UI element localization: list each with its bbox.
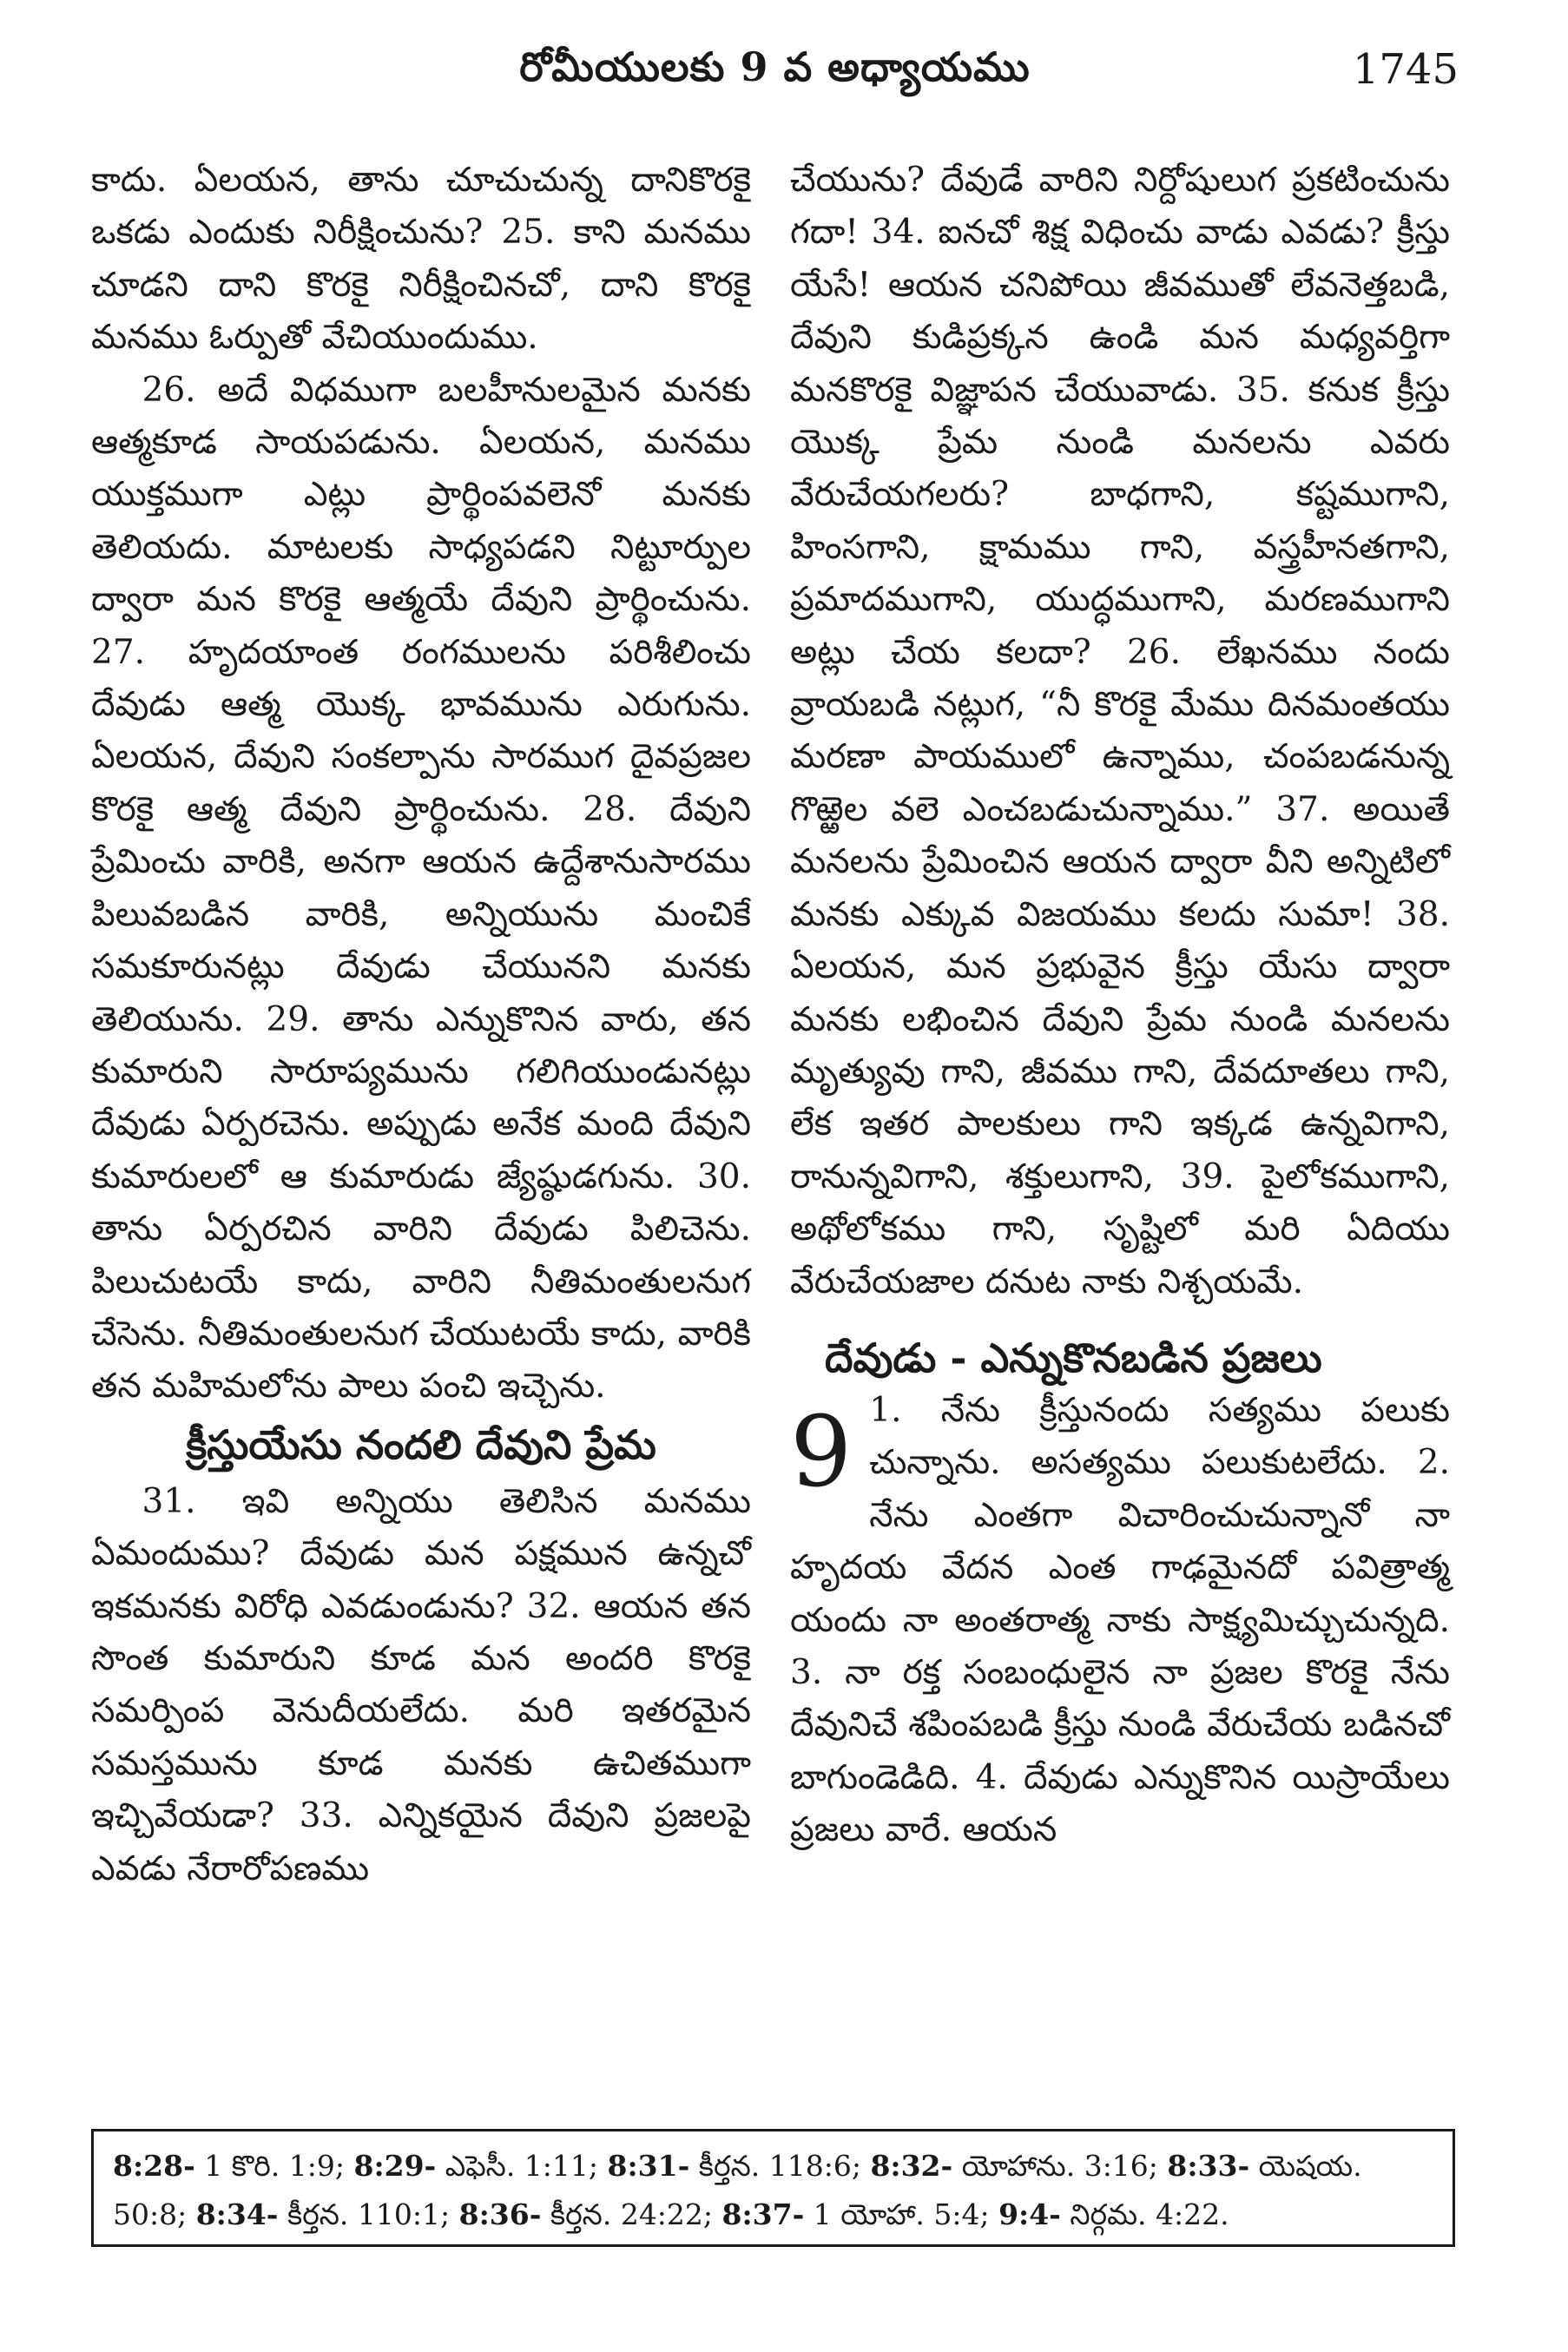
footnote-key: 8:28- xyxy=(113,2149,195,2183)
footnote-key: 8:36- xyxy=(458,2197,542,2231)
footnote-ref xyxy=(113,2149,353,2183)
footnote-key: 8:34- xyxy=(195,2197,279,2231)
footnote-text: కీర్తన. 118:6; xyxy=(689,2149,871,2183)
page-number: 1745 xyxy=(1352,45,1459,94)
footnote-box xyxy=(91,2129,1455,2247)
page-title: రోమీయులకు 9 వ అధ్యాయము xyxy=(519,43,1031,90)
footnote-ref xyxy=(870,2149,1167,2183)
paragraph: కాదు. ఏలయన, తాను చూచుచున్న దానికొరకై ఒకడు ఎందుకు నిరీక్షించును? 25. కాని మనము చూడని దాని కొరకై నిరీక్షించినచో, దాని కొరకై మనము ఓర్పుతో వేచియుందుము. xyxy=(91,161,751,358)
paragraph: 1. నేను క్రీస్తునందు సత్యము పలుకు చున్నాను. అసత్యము పలుకుటలేదు. 2. నేను ఎంతగా విచారించుచున్నానో నా హృదయ వేదన ఎంత గాఢమైనదో పవిత్రాత్మ యందు నా అంతరాత్మ నాకు సాక్ష్యమిచ్చుచున్నది. 3. నా రక్త సంబంధులైన నా ప్రజల కొరకై నేను దేవునిచే శపింపబడి క్రీస్తు నుండి వేరుచేయ బడినచో బాగుండెడిది. 4. దేవుడు ఎన్నుకొనిన యిస్రాయేలు ప్రజలు వారే. ఆయన xyxy=(790,1390,1450,1850)
chapter-number: 9 xyxy=(790,1395,853,1509)
footnote-key: 8:33- xyxy=(1167,2149,1250,2183)
footnote-key: 8:32- xyxy=(870,2149,953,2183)
footnote-text: ఎఫెసీ. 1:11; xyxy=(436,2149,608,2183)
footnote-key: 8:37- xyxy=(721,2197,805,2231)
footnote-text: 1 యోహా. 5:4; xyxy=(804,2197,999,2231)
footnote-ref xyxy=(608,2149,871,2183)
section-heading: క్రీస్తుయేసు నందలి దేవుని ప్రేమ xyxy=(186,1420,656,1468)
footnote-text: కీర్తన. 24:22; xyxy=(541,2197,722,2231)
footnote-key: 9:4- xyxy=(998,2197,1061,2231)
paragraph: చేయును? దేవుడే వారిని నిర్దోషులుగ ప్రకటించును గదా! 34. ఐనచో శిక్ష విధించు వాడు ఎవడు? క్రీస్తు యేసే! ఆయన చనిపోయి జీవముతో లేవనెత్తబడి, దేవుని కుడిప్రక్కన ఉండి మన మధ్యవర్తిగా మనకొరకై విజ్ఞాపన చేయువాడు. 35. కనుక క్రీస్తు యొక్క ప్రేమ నుండి మనలను ఎవరు వేరుచేయగలరు? బాధగాని, కష్టముగాని, హింసగాని, క్షామము గాని, వస్త్రహీనతగాని, ప్రమాదముగాని, యుద్ధముగాని, మరణముగాని అట్లు చేయ కలదా? 26. లేఖనము నందు వ్రాయబడి నట్లుగ, “నీ కొరకై మేము దినమంతయు మరణా పాయములో ఉన్నాము, చంపబడనున్న గొఱ్ఱెల వలె ఎంచబడుచున్నాము.” 37. అయితే మనలను ప్రేమించిన ఆయన ద్వారా వీని అన్నిటిలో మనకు ఎక్కువ విజయము కలదు సుమా! 38. ఏలయన, మన ప్రభువైన క్రీస్తు యేసు ద్వారా మనకు లభించిన దేవుని ప్రేమ నుండి మనలను మృత్యువు గాని, జీవము గాని, దేవదూతలు గాని, లేక ఇతర పాలకులు గాని ఇక్కడ ఉన్నవిగాని, రానున్నవిగాని, శక్తులుగాని, 39. పైలోకముగాని, అథోలోకము గాని, సృష్టిలో మరి ఏదియు వేరుచేయజాల దనుట నాకు నిశ్చయమే. xyxy=(790,161,1450,1301)
chapter-block xyxy=(790,1331,1450,1857)
footnote-text: యోహాను. 3:16; xyxy=(952,2149,1168,2183)
page-header xyxy=(91,35,1459,122)
right-column xyxy=(790,155,1450,1857)
footnote-ref xyxy=(998,2197,1229,2231)
footnote-text: 1 కొరి. 1:9; xyxy=(194,2149,354,2183)
footnote-ref xyxy=(353,2149,607,2183)
paragraph: 26. అదే విధముగా బలహీనులమైన మనకు ఆత్మకూడ సాయపడును. ఏలయన, మనము యుక్తముగా ఎట్లు ప్రార్థింపవలెనో మనకు తెలియదు. మాటలకు సాధ్యపడని నిట్టూర్పుల ద్వారా మన కొరకై ఆత్మయే దేవుని ప్రార్థించును. 27. హృదయాంత రంగములను పరిశీలించు దేవుడు ఆత్మ యొక్క భావమును ఎరుగును. ఏలయన, దేవుని సంకల్పాను సారముగ దైవప్రజల కొరకై ఆత్మ దేవుని ప్రార్థించును. 28. దేవుని ప్రేమించు వారికి, అనగా ఆయన ఉద్దేశానుసారము పిలువబడిన వారికి, అన్నియును మంచికే సమకూరునట్లు దేవుడు చేయునని మనకు తెలియును. 29. తాను ఎన్నుకొనిన వారు, తన కుమారుని సారూప్యమును గలిగియుండునట్లు దేవుడు ఏర్పరచెను. అప్పుడు అనేక మంది దేవుని కుమారులలో ఆ కుమారుడు జ్యేష్ఠుడగును. 30. తాను ఏర్పరచిన వారిని దేవుడు పిలిచెను. పిలుచుటయే కాదు, వారిని నీతిమంతులనుగ చేసెను. నీతిమంతులనుగ చేయుటయే కాదు, వారికి తన మహిమలోను పాలు పంచి ఇచ్చెను. xyxy=(91,370,751,1407)
footnote-ref xyxy=(459,2197,722,2231)
left-column xyxy=(91,155,751,1895)
footnote-key: 8:31- xyxy=(607,2149,690,2183)
footnote-text: కీర్తన. 110:1; xyxy=(278,2197,459,2231)
chapter-heading: దేవుడు - ఎన్నుకొనబడిన ప్రజలు xyxy=(825,1334,1322,1381)
footnote-ref xyxy=(196,2197,459,2231)
footnote-key: 8:29- xyxy=(353,2149,437,2183)
footnote-text: నిర్గమ. 4:22. xyxy=(1060,2197,1229,2231)
paragraph: 31. ఇవి అన్నియు తెలిసిన మనము ఏమందుము? దేవుడు మన పక్షమున ఉన్నచో ఇకమనకు విరోధి ఎవడుండును? 32. ఆయన తన సొంత కుమారుని కూడ మన అందరి కొరకై సమర్పింప వెనుదీయలేదు. మరి ఇతరమైన సమస్తమును కూడ మనకు ఉచితముగా ఇచ్చివేయడా? 33. ఎన్నికయైన దేవుని ప్రజలపై ఎవడు నేరారోపణము xyxy=(91,1481,751,1888)
footnote-text: యెషయ. 50:8; xyxy=(113,2149,1362,2231)
footnote-ref xyxy=(722,2197,999,2231)
